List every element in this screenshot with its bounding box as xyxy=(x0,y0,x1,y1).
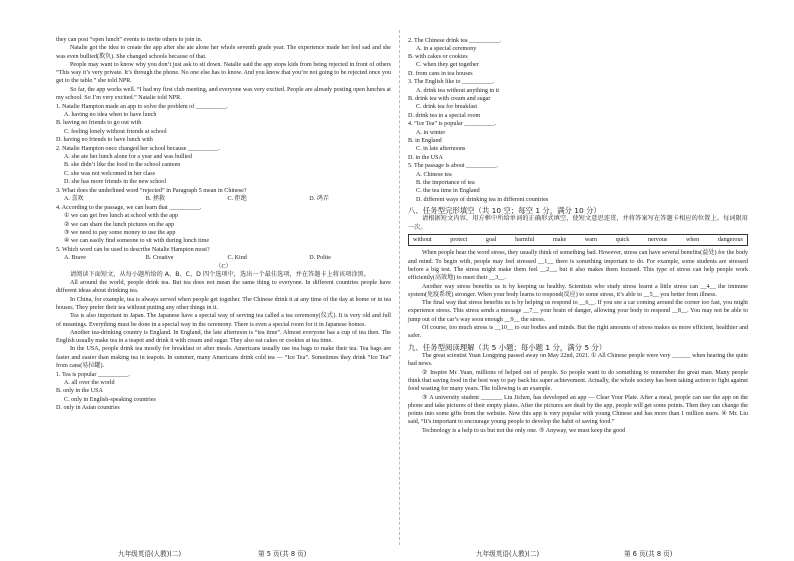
statement-2: ② we can share the lunch pictures on the app xyxy=(64,221,175,228)
instruction: 请阅读下面短文，从每小题所给的 A、B、C、D 四个选项中，选出一个最佳选项，并在答题卡上将该项涂黑。 xyxy=(70,270,370,278)
question-2 xyxy=(56,145,391,186)
word-bank-item: without xyxy=(413,237,432,244)
option-c[interactable]: C. in late afternoons xyxy=(416,146,466,153)
question-1 xyxy=(56,103,391,144)
question-stem: 3. What does the underlined word “rejected” in Paragraph 5 mean in Chinese? xyxy=(56,187,247,194)
question-stem: 1. Natalie Hampton made an app to solve the problem of __________. xyxy=(56,103,228,110)
word-bank-item: make xyxy=(553,237,567,244)
paragraph: Of course, too much stress is __10__ to our bodies and minds. But the right amounts of stress makes us more efficient, healthier and safer. xyxy=(408,325,748,340)
paragraph: Another way stress benefits us is by keeping us healthy. Scientists who study stress learnt a little stress can __4__ the immune system(免疫系统) stronger. When your body learns to respond(反应) to some stress, it’s able to __5__ you better from illness. xyxy=(408,283,748,298)
option-a[interactable]: A. in a special ceremony xyxy=(416,45,477,52)
question-stem: 3. The English like to __________. xyxy=(408,79,495,86)
question-stem: 4. According to the passage, we can learn that __________. xyxy=(56,204,202,211)
paragraph: Technology is a help to us but not the only one. ⑤ Anyway, we must keep the good xyxy=(422,427,626,434)
option-d[interactable]: D. she has more friends in the new school xyxy=(64,179,167,186)
word-bank-item: when xyxy=(685,237,700,244)
paragraph: Another tea-drinking country is England. In England, the late afternoon is “tea time”. Almost everyone has a cup of tea then. The English usually make tea in a teapot and drink it with cream and sugar. They also eat cakes or cookies at tea time. xyxy=(56,329,391,345)
section-8-title: 八、任务型完形填空（共 10 空；每空 1 分，满分 10 分） xyxy=(408,205,601,215)
option-d[interactable]: D. different ways of drinking tea in different countries xyxy=(416,196,549,203)
paragraph: The final way that stress benefits us is by helping us respond to __6__. If you see a car coming around the corner too fast, you might experience stress. This stress sends a message __7__ your brain of danger, allowing your body to respond __8__. You may not be able to jump out of the car’s way soon enough __9__ the stress. xyxy=(408,300,748,323)
paragraph: The great scientist Yuan Longping passed away on May 22nd, 2021. ① All Chinese people were very ______ when hearing the quite bad news. xyxy=(408,353,748,368)
option-d[interactable]: D. Polite xyxy=(309,255,331,262)
option-b[interactable]: B. the importance of tea xyxy=(416,180,475,187)
word-bank-item: dangerous xyxy=(717,237,743,244)
option-b[interactable]: B. with cakes or cookies xyxy=(408,54,468,61)
option-b[interactable]: B. only in the USA xyxy=(56,388,103,395)
option-c[interactable]: C. feeling lonely without friends at school xyxy=(64,128,167,135)
option-d[interactable]: D. having no friends to have lunch with xyxy=(56,137,153,144)
option-a[interactable]: A. having no idea when to have lunch xyxy=(64,112,157,119)
word-bank-item: harmful xyxy=(515,237,535,244)
option-a[interactable]: A. in winter xyxy=(416,129,446,136)
option-b[interactable]: B. drink tea with cream and sugar xyxy=(408,96,491,103)
word-bank-item: goal xyxy=(485,237,497,244)
option-c[interactable]: C. Kind xyxy=(227,255,247,262)
footer-title: 九年级英语(人教)(二) xyxy=(476,550,540,558)
option-a[interactable]: A. Brave xyxy=(64,255,86,262)
paragraph: All around the world, people drink tea. But tea does not mean the same thing to everyone. In different countries people have different ideas about drinking tea. xyxy=(56,280,391,295)
option-a[interactable]: A. all over the world xyxy=(64,380,115,387)
paragraph: ② Inspire Mr. Yuan, millions of helped out of people. So people want to do something to remember the great man. Many people think that saving food in the best way to pay back his super achievement. Actually, the whole society has been taking action to fight against food wasting for many years. The following is an example. xyxy=(408,369,748,393)
paragraph: In China, for example, tea is always served when people get together. The Chinese drink it at any time of the day at home or in tea houses. They prefer their tea without putting any other things in it. xyxy=(56,296,391,311)
word-bank-item: quick xyxy=(615,237,630,244)
option-c[interactable]: C. she was not welcomed in her class xyxy=(64,170,156,177)
option-d[interactable]: D. in the USA xyxy=(408,154,443,161)
question-c3 xyxy=(408,78,748,119)
footer-page-number: 第 5 页(共 8 页) xyxy=(258,550,307,558)
statement-4: ④ we can easily find someone to sit with during lunch time xyxy=(64,238,210,245)
paragraph: When people hear the word stress, they usually think of something bad. However, stress can have several benefits(益处) for the body and mind. To begin with, people may feel stressed __1__ there is something important to do. For example, some students are stressed before a big test. The stress might make them feel __2__, but it also makes them focused. This type of stress can help people work efficiently(高效地) to meet their __3__. xyxy=(408,250,748,282)
question-stem: 5. Which word can be used to describe Natalie Hampton most? xyxy=(56,246,210,253)
option-a[interactable]: A. 喜欢 xyxy=(64,196,84,203)
paragraph: Tea is also important in Japan. The Japanese have a special way of serving tea called a tea ceremony(仪式). It is very old and full of meanings. Everything must be done in a special way in the ceremony. There is even a special room for it in Japanese homes. xyxy=(56,313,391,328)
option-c[interactable]: C. only in English-speaking countries xyxy=(64,396,156,403)
option-b[interactable]: B. 拯救 xyxy=(145,196,166,203)
statement-3: ③ we need to pay some money to use the app xyxy=(64,229,176,236)
question-5 xyxy=(56,246,391,263)
footer-title: 九年级英语(人教)(二) xyxy=(118,550,182,558)
question-c2 xyxy=(408,37,748,78)
question-stem: 1. Tea is popular __________. xyxy=(56,371,130,378)
word-bank-item: nervous xyxy=(647,237,668,244)
question-c4 xyxy=(408,120,748,161)
paragraph: Natalie got the idea to create the app after she ate alone her whole seventh grade year. The experience made her feel sad and she was even bullied(欺负). She changed schools because of that. xyxy=(56,45,391,60)
option-c[interactable]: C. 拒绝 xyxy=(227,196,247,203)
option-b[interactable]: B. having no friends to go out with xyxy=(56,120,142,127)
paragraph: they can post “open lunch” events to invite others to join in. xyxy=(56,37,203,43)
question-c5 xyxy=(408,162,748,203)
left-column xyxy=(56,36,391,412)
word-bank-item: protect xyxy=(450,237,468,244)
question-stem: 5. The passage is about __________. xyxy=(408,163,499,170)
word-bank xyxy=(408,234,748,246)
option-b[interactable]: B. Creative xyxy=(145,255,174,262)
paragraph: ③ A university student _______ Liu Jichen, has developed an app — Clear Your Plate. After a meal, people can use the app on the phone and take pictures of their empty plates. After the pictures are dealt by the app, people will get some points. Then they can change the points into some gifts from the website. Now this app is very popular with young Chinese and has more than 1 million users. ④ Mr. Liu said, “It’s important to encourage young people to develop the habit of saving food.” xyxy=(408,394,748,426)
statement-1: ① we can get free lunch at school with the app xyxy=(64,213,179,220)
question-stem: 2. Natalie Hampton once changed her school because __________. xyxy=(56,145,220,152)
paragraph: People may want to know why you don’t just ask to sit down. Natalie said the app stops kids from being rejected in front of others “This way it’s very private. It’s through the phone. No one else has to know. And you know that you’re not going to be rejected once you get to the table.” she told NPR. xyxy=(56,61,391,85)
section-8-instruction: 请根据短文内容，用方框中所给单词的正确形式填空，使短文意思连贯，并将答案写在答题卡相应的位置上。每词限用一次。 xyxy=(408,215,748,231)
option-a[interactable]: A. she ate her lunch alone for a year and was bullied xyxy=(64,154,192,161)
option-d[interactable]: D. from cans in tea houses xyxy=(408,70,473,77)
question-4 xyxy=(56,204,391,245)
paragraph: So far, the app works well. “I had my first club meeting, and everyone was very excited. People are already posting open lunches at my school. So I’m very excited.” Natalie told NPR. xyxy=(56,86,391,102)
word-bank-item: warn xyxy=(584,237,598,244)
option-a[interactable]: A. drink tea without anything in it xyxy=(416,87,500,94)
question-stem: 4. “Ice Tea” is popular __________. xyxy=(408,121,497,128)
right-column xyxy=(408,36,748,435)
column-divider xyxy=(399,30,400,545)
question-stem: 2. The Chinese drink tea __________. xyxy=(408,37,502,44)
option-b[interactable]: B. in England xyxy=(408,138,442,145)
question-3 xyxy=(56,187,391,204)
question-c1 xyxy=(56,371,391,412)
option-d[interactable]: D. drink tea in a special room xyxy=(408,112,481,119)
option-d[interactable]: D. 鸿弄 xyxy=(309,196,329,203)
option-a[interactable]: A. Chinese tea xyxy=(416,171,452,178)
section-9-title: 九、任务型阅读理解（共 5 小题；每小题 1 分，满分 5 分） xyxy=(408,342,607,352)
passage-heading: （C） xyxy=(215,263,232,270)
option-d[interactable]: D. only in Asian countries xyxy=(56,405,120,412)
paragraph: In the USA, people drink tea mostly for breakfast or after meals. Americans usually use tea bags to make their tea. Tea bags are faster and easier than making tea in teapots. In summer, many Americans drink cold tea — “Ice Tea”. Sometimes they drink “Ice Tea” from cans(易拉罐). xyxy=(56,346,391,370)
option-c[interactable]: C. when they get together xyxy=(416,62,479,69)
option-c[interactable]: C. drink tea for breakfast xyxy=(416,104,478,111)
footer-page-number: 第 6 页(共 8 页) xyxy=(624,550,673,558)
option-c[interactable]: C. the tea time in England xyxy=(416,188,480,195)
option-b[interactable]: B. she didn’t like the food in the school canteen xyxy=(64,162,181,169)
